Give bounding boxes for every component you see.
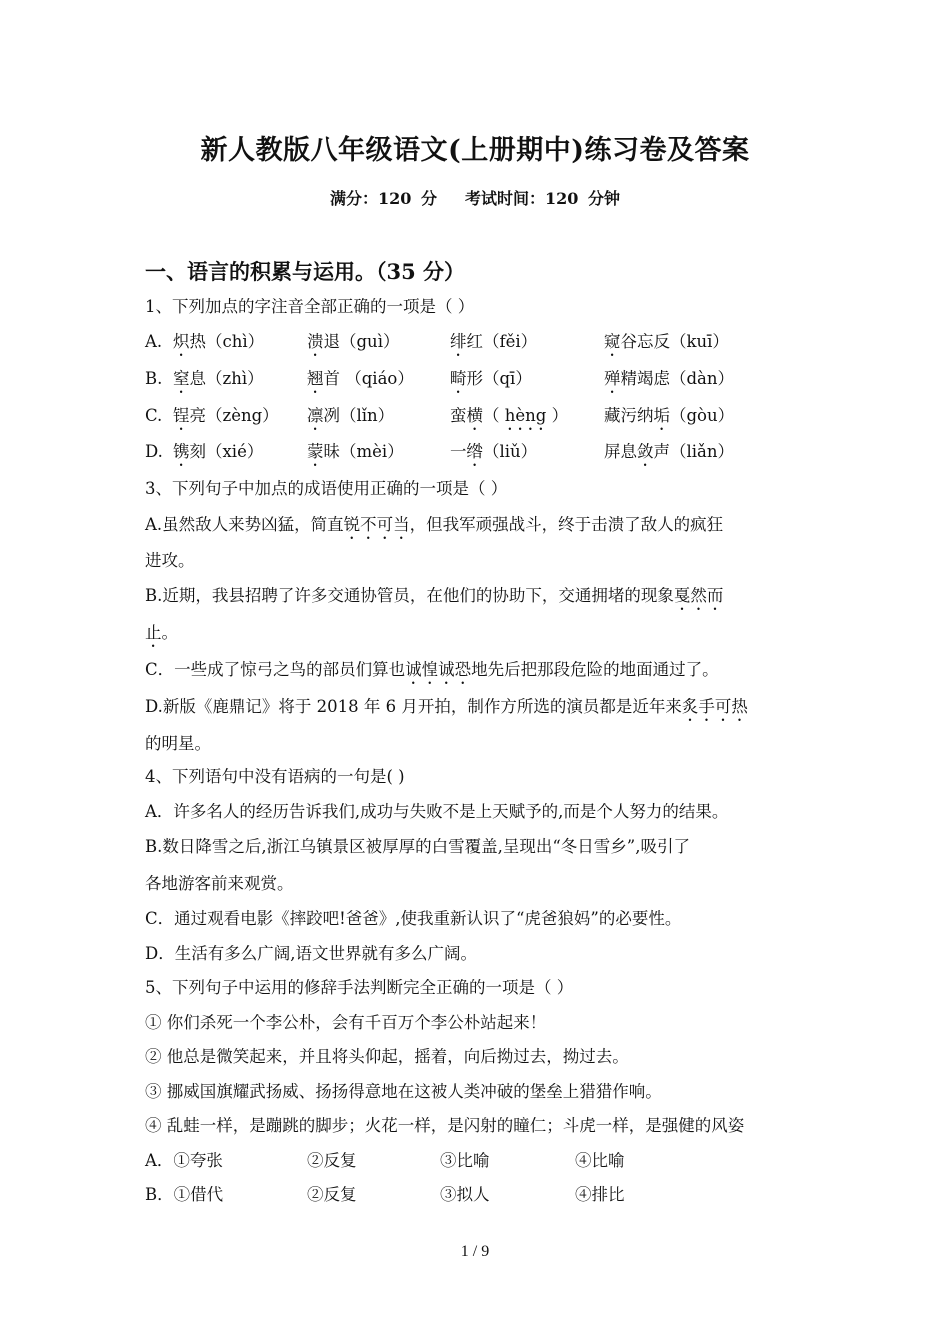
option-cell: A．①夸张: [145, 1151, 223, 1170]
q3-option-d: D.新版《鹿鼎记》将于 2018 年 6 月开拍，制作方所选的演员都是近年来炙手可热: [145, 697, 748, 716]
q5-sentence-1: ① 你们杀死一个李公朴，会有千百万个李公朴站起来！: [145, 1013, 547, 1032]
option-cell: 凛冽（lǐn）: [307, 406, 395, 425]
option-cell: 炽热（chì）: [173, 332, 265, 351]
option-cell: 殚精竭虑（dàn）: [604, 369, 735, 388]
option-cell: ②反复: [307, 1151, 357, 1170]
q3-option-b: B.近期，我县招聘了许多交通协管员，在他们的协助下，交通拥堵的现象戛然而: [145, 586, 724, 605]
full-score: 满分：120 分: [330, 189, 437, 208]
option-cell: 屏息敛声（liǎn）: [604, 442, 735, 461]
q5-sentence-2: ② 他总是微笑起来，并且将头仰起，摇着，向后拗过去，拗过去。: [145, 1047, 629, 1066]
option-cell: 窒息（zhì）: [173, 369, 264, 388]
q5-sentence-3: ③ 挪威国旗耀武扬威、扬扬得意地在这被人类冲破的堡垒上猎猎作响。: [145, 1082, 662, 1101]
q4-option-a: A．许多名人的经历告诉我们,成功与失败不是上天赋予的,而是个人努力的结果。: [145, 802, 729, 821]
q5-sentence-4: ④ 乱蛙一样，是蹦跳的脚步；火花一样，是闪射的瞳仁；斗虎一样，是强健的风姿: [145, 1116, 745, 1135]
option-label: C.: [145, 406, 163, 425]
option-cell: ④比喻: [575, 1151, 625, 1170]
option-cell: 藏污纳垢（gòu）: [604, 406, 735, 425]
q4-option-b: B.数日降雪之后,浙江乌镇景区被厚厚的白雪覆盖,呈现出“冬日雪乡”,吸引了: [145, 837, 690, 856]
page-title: 新人教版八年级语文(上册期中)练习卷及答案: [200, 135, 750, 166]
q3-option-a: A.虽然敌人来势凶猛，简直锐不可当，但我军顽强战斗，终于击溃了敌人的疯狂: [145, 515, 724, 534]
option-cell: 翘首 （qiáo）: [307, 369, 414, 388]
page-number: 1 / 9: [460, 1243, 490, 1260]
option-cell: 畸形（qī）: [450, 369, 532, 388]
q4-option-d: D．生活有多么广阔,语文世界就有多么广阔。: [145, 944, 477, 963]
exam-time: 考试时间：120 分钟: [465, 189, 620, 208]
option-cell: 蒙昧（mèi）: [307, 442, 404, 461]
option-label: B.: [145, 369, 163, 388]
q3-option-a-cont: 进攻。: [145, 551, 195, 570]
option-cell: 镌刻（xié）: [173, 442, 264, 461]
section-heading: 一、语言的积累与运用。（35 分）: [145, 259, 466, 284]
option-cell: ④排比: [575, 1185, 625, 1204]
q3-option-d-cont: 的明星。: [145, 734, 211, 753]
option-cell: ③拟人: [440, 1185, 490, 1204]
option-label: A.: [145, 332, 163, 351]
option-cell: 溃退（guì）: [307, 332, 400, 351]
option-cell: B．①借代: [145, 1185, 224, 1204]
option-cell: ③比喻: [440, 1151, 490, 1170]
exam-info: [0, 186, 950, 209]
option-cell: 窥谷忘反（kuī）: [604, 332, 729, 351]
question-3-stem: 3、下列句子中加点的成语使用正确的一项是（ ）: [145, 479, 508, 498]
option-cell: 锃亮（zèng）: [173, 406, 279, 425]
option-cell: 蛮横（ hèng ）: [450, 406, 569, 425]
q4-option-c: C．通过观看电影《摔跤吧!爸爸》,使我重新认识了“虎爸狼妈”的必要性。: [145, 909, 682, 928]
question-1-stem: 1、下列加点的字注音全部正确的一项是（ ）: [145, 297, 475, 316]
question-4-stem: 4、下列语句中没有语病的一句是( ): [145, 767, 405, 786]
option-cell: 一绺（liǔ）: [450, 442, 538, 461]
option-label: D.: [145, 442, 163, 461]
q3-option-c: C．一些成了惊弓之鸟的部员们算也诚惶诚恐地先后把那段危险的地面通过了。: [145, 660, 719, 679]
option-cell: ②反复: [307, 1185, 357, 1204]
question-5-stem: 5、下列句子中运用的修辞手法判断完全正确的一项是（ ）: [145, 978, 574, 997]
q4-option-b-cont: 各地游客前来观赏。: [145, 874, 294, 893]
q3-option-b-cont: 止。: [145, 623, 178, 642]
option-cell: 绯红（fěi）: [450, 332, 538, 351]
